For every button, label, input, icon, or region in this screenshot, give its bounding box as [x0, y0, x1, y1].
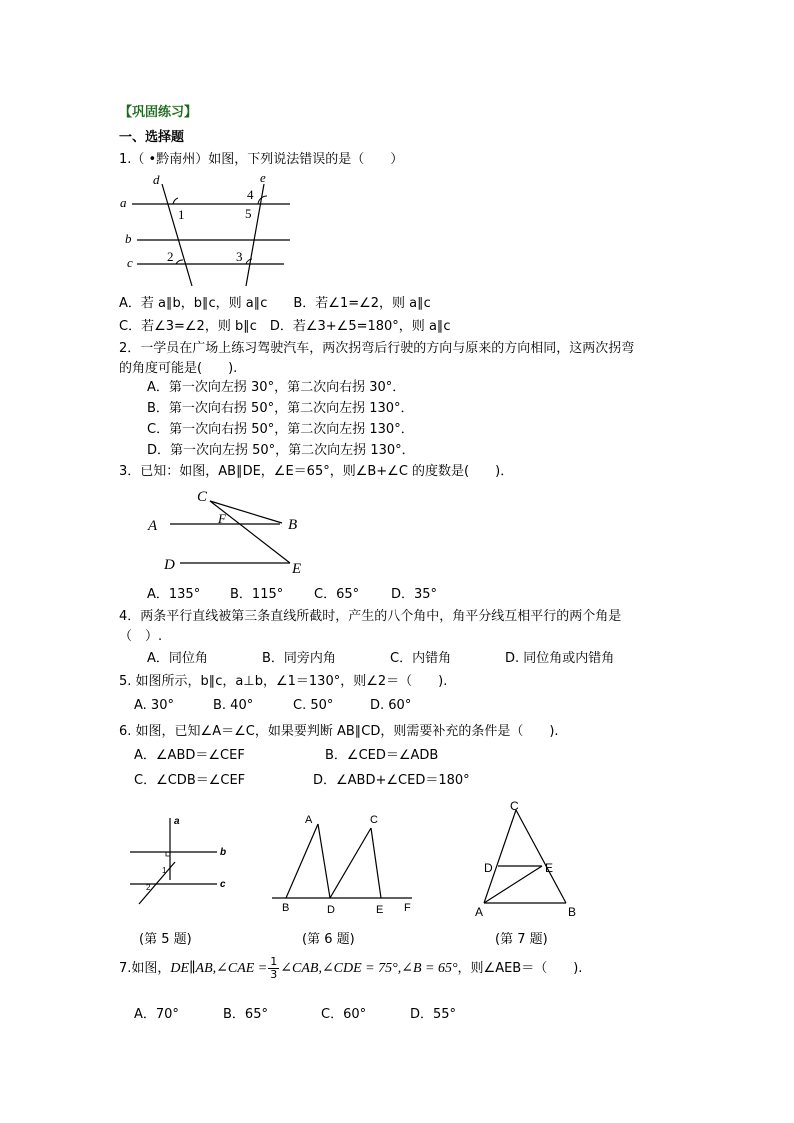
- q1-label-b: b: [125, 231, 132, 246]
- q7-side-ca: [484, 810, 516, 903]
- q6-option-d: D．∠ABD+∠CED＝180°: [313, 773, 470, 788]
- q3-option-d: D．35°: [391, 587, 438, 602]
- q7-math-part1: DE∥AB,∠CAE =: [170, 961, 268, 976]
- q7-label-e: E: [545, 861, 554, 875]
- section-title: 【巩固练习】: [119, 105, 198, 120]
- q5-label-b: b: [220, 847, 227, 858]
- q1-label-c: c: [127, 255, 133, 270]
- q3-label-b: B: [288, 517, 298, 533]
- q6-option-c: C．∠CDB＝∠CEF: [134, 773, 246, 788]
- q1-angle-3: 3: [236, 249, 243, 264]
- q5-option-b: B. 40°: [213, 698, 254, 713]
- q6-line-dc: [330, 828, 371, 898]
- q7-stem: [119, 955, 582, 987]
- q5-angle-1: 1: [162, 866, 167, 875]
- q3-option-a: A．135°: [147, 587, 201, 602]
- q2-option-d: D．第一次向左拐 50°，第二次向左拐 130°．: [147, 443, 415, 458]
- q7-line-ae: [484, 866, 542, 903]
- q1-options-cd: C．若∠3=∠2，则 b∥c D．若∠3+∠5=180°，则 a∥c: [119, 319, 451, 334]
- q6-figure: [268, 806, 428, 916]
- q2-stem-line2: 的角度可能是( ).: [119, 361, 238, 376]
- q1-options-ab: A．若 a∥b，b∥c，则 a∥c B．若∠1=∠2，则 a∥c: [119, 296, 431, 311]
- q6-stem: 6. 如图，已知∠A＝∠C，如果要判断 AB∥CD，则需要补充的条件是（ ).: [119, 724, 559, 739]
- q5-option-a: A. 30°: [134, 698, 174, 713]
- q6-label-e: E: [376, 904, 384, 916]
- q6-label-c: C: [370, 814, 378, 826]
- q3-label-f: F: [218, 511, 226, 526]
- q6-label-f: F: [404, 902, 411, 914]
- q1-angle-2: 2: [167, 249, 174, 264]
- q6-label-d: D: [327, 904, 335, 916]
- q7-option-b: B．65°: [223, 1007, 268, 1022]
- q4-stem-line2: （ ）.: [119, 629, 163, 644]
- q7-suffix: ，则∠AEB＝（ ).: [457, 961, 583, 976]
- q6-label-b: B: [282, 902, 290, 914]
- part-title: 一、选择题: [119, 130, 185, 145]
- q2-option-a: A．第一次向左拐 30°，第二次向右拐 30°．: [147, 380, 406, 395]
- q6-caption: (第 6 题): [302, 932, 355, 947]
- q6-line-ba: [286, 824, 318, 898]
- q1-label-a: a: [120, 195, 127, 210]
- q5-transversal: [139, 862, 175, 904]
- q7-label-b: B: [568, 905, 577, 919]
- q3-figure: [140, 485, 320, 579]
- q5-option-d: D. 60°: [370, 698, 412, 713]
- q5-figure: [125, 810, 235, 910]
- q7-label-a: A: [475, 905, 484, 919]
- q3-label-e: E: [292, 561, 302, 577]
- q5-stem: 5. 如图所示，b∥c，a⊥b，∠1＝130°，则∠2＝（ ).: [119, 674, 448, 689]
- q3-label-d: D: [164, 557, 175, 573]
- q2-option-c: C．第一次向右拐 50°，第二次向左拐 130°．: [147, 422, 414, 437]
- q3-label-c: C: [197, 489, 208, 505]
- q7-label-c: C: [510, 800, 519, 813]
- q4-option-d: D. 同位角或内错角: [505, 651, 615, 666]
- q2-stem-line1: 2．一学员在广场上练习驾驶汽车，两次拐弯后行驶的方向与原来的方向相同，这两次拐弯: [119, 341, 635, 356]
- q4-stem-line1: 4．两条平行直线被第三条直线所截时，产生的八个角中，角平分线互相平行的两个角是: [119, 609, 622, 624]
- q5-label-a: a: [174, 816, 180, 827]
- q3-option-c: C．65°: [314, 587, 360, 602]
- q5-angle-2: 2: [146, 883, 151, 892]
- q1-angle-5: 5: [245, 206, 252, 221]
- q6-label-a: A: [305, 814, 313, 826]
- q1-label-e: e: [260, 170, 266, 185]
- q7-figure: [470, 800, 590, 922]
- q2-option-b: B．第一次向右拐 50°，第二次向左拐 130°．: [147, 401, 414, 416]
- q7-caption: (第 7 题): [495, 932, 548, 947]
- q7-side-cb: [516, 810, 566, 903]
- q7-frac-num: 1: [270, 955, 278, 969]
- q5-caption: (第 5 题): [139, 932, 192, 947]
- q3-label-a: A: [148, 518, 158, 534]
- q4-option-b: B．同旁内角: [262, 651, 336, 666]
- q1-line-d: [162, 184, 192, 286]
- q6-option-b: B．∠CED＝∠ADB: [325, 748, 439, 763]
- q6-line-ce: [371, 828, 381, 898]
- q5-label-c: c: [220, 879, 226, 890]
- q1-stem: 1.（ •黔南州）如图，下列说法错误的是（ ）: [119, 152, 404, 167]
- q1-angle-1: 1: [178, 207, 185, 222]
- q3-stem: 3．已知：如图，AB∥DE，∠E＝65°，则∠B+∠C 的度数是( )．: [119, 464, 514, 479]
- q6-line-ad: [318, 824, 330, 898]
- q7-option-d: D．55°: [410, 1007, 457, 1022]
- q4-option-a: A．同位角: [147, 651, 208, 666]
- q3-option-b: B．115°: [230, 587, 284, 602]
- q7-label-d: D: [484, 861, 493, 875]
- q1-angle-4: 4: [247, 187, 254, 202]
- q7-prefix: 7.如图，: [119, 961, 171, 976]
- q4-option-c: C．内错角: [390, 651, 452, 666]
- q7-math-part2: ∠CAB,∠CDE = 75°,∠B = 65°: [280, 961, 458, 976]
- q1-label-d: d: [153, 172, 160, 187]
- q1-figure: [112, 168, 312, 286]
- q5-option-c: C. 50°: [293, 698, 334, 713]
- q7-fraction: [268, 956, 279, 980]
- q7-frac-den: 3: [270, 968, 278, 981]
- q7-option-c: C．60°: [321, 1007, 367, 1022]
- q6-option-a: A．∠ABD＝∠CEF: [134, 748, 245, 763]
- q7-option-a: A．70°: [134, 1007, 179, 1022]
